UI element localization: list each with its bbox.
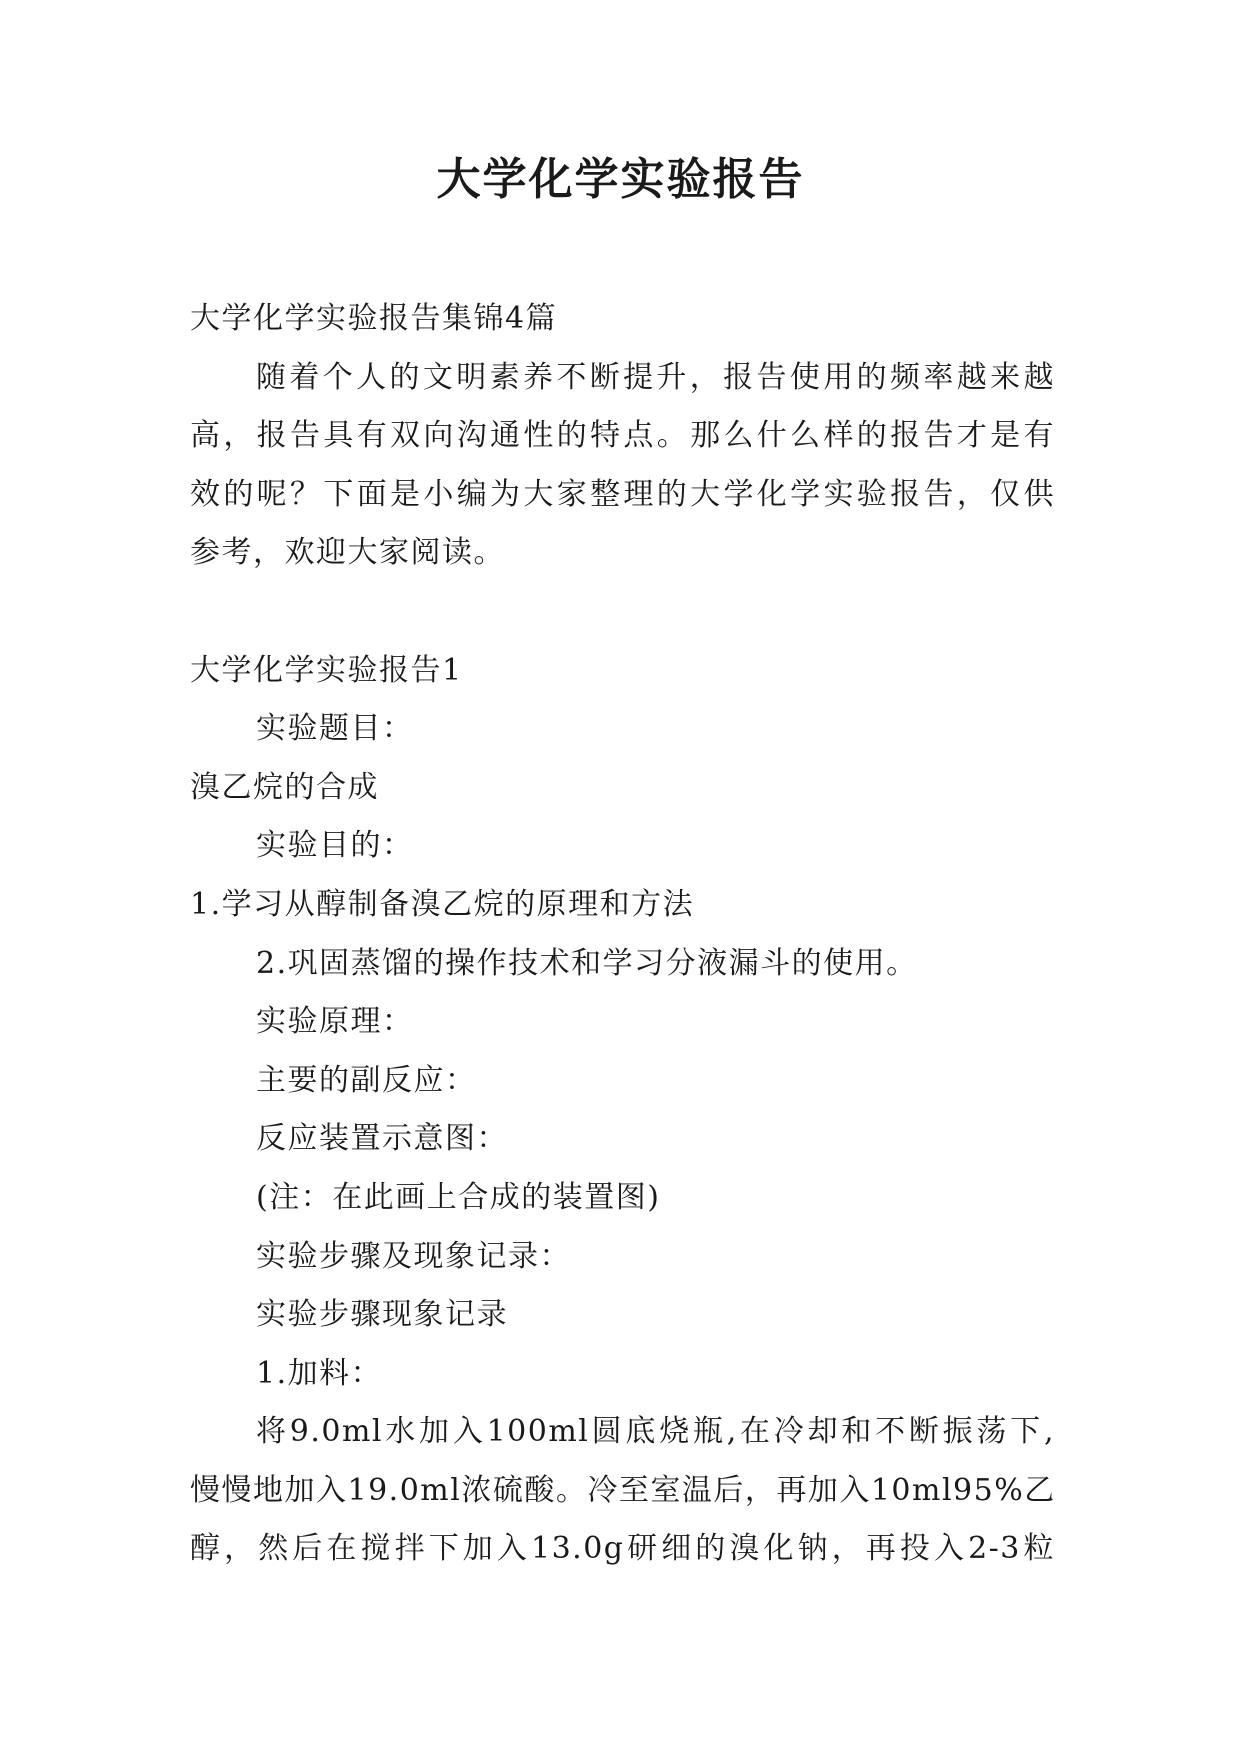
intro-line-1: 随着个人的文明素养不断提升，报告使用的频率越来越: [256, 359, 1055, 395]
step1-line-1: 将9.0ml水加入100ml圆底烧瓶,在冷却和不断振荡下,: [256, 1414, 1055, 1450]
topic-label: 实验题目：: [256, 711, 414, 747]
step1-label: 1.加料：: [256, 1355, 383, 1391]
purpose-item-2: 2.巩固蒸馏的操作技术和学习分液漏斗的使用。: [256, 945, 918, 981]
document-body: [190, 290, 1055, 1579]
intro-line-3: 效的呢？下面是小编为大家整理的大学化学实验报告，仅供: [190, 476, 1055, 512]
step1-line-2: 慢慢地加入19.0ml浓硫酸。冷至室温后，再加入10ml95%乙: [190, 1472, 1056, 1508]
apparatus-label: 反应装置示意图：: [256, 1121, 508, 1157]
intro-line-2: 高，报告具有双向沟通性的特点。那么什么样的报告才是有: [190, 418, 1055, 454]
principle-label: 实验原理：: [256, 1004, 414, 1040]
purpose-item-1: 1.学习从醇制备溴乙烷的原理和方法: [190, 886, 695, 922]
section-heading: 大学化学实验报告1: [190, 652, 463, 688]
side-reaction-label: 主要的副反应：: [256, 1062, 477, 1098]
document-subtitle: 大学化学实验报告集锦4篇: [190, 301, 558, 336]
paragraph-gap: [190, 583, 1055, 642]
apparatus-note: (注：在此画上合成的装置图): [256, 1179, 661, 1215]
topic-value: 溴乙烷的合成: [190, 769, 379, 805]
step1-line-3: 醇，然后在搅拌下加入13.0g研细的溴化钠，再投入2-3粒: [190, 1531, 1055, 1567]
document-title: 大学化学实验报告: [436, 154, 805, 205]
steps-table-header: 实验步骤现象记录: [256, 1297, 508, 1333]
intro-line-4: 参考，欢迎大家阅读。: [190, 535, 505, 571]
steps-label: 实验步骤及现象记录：: [256, 1238, 571, 1274]
purpose-label: 实验目的：: [256, 828, 414, 864]
